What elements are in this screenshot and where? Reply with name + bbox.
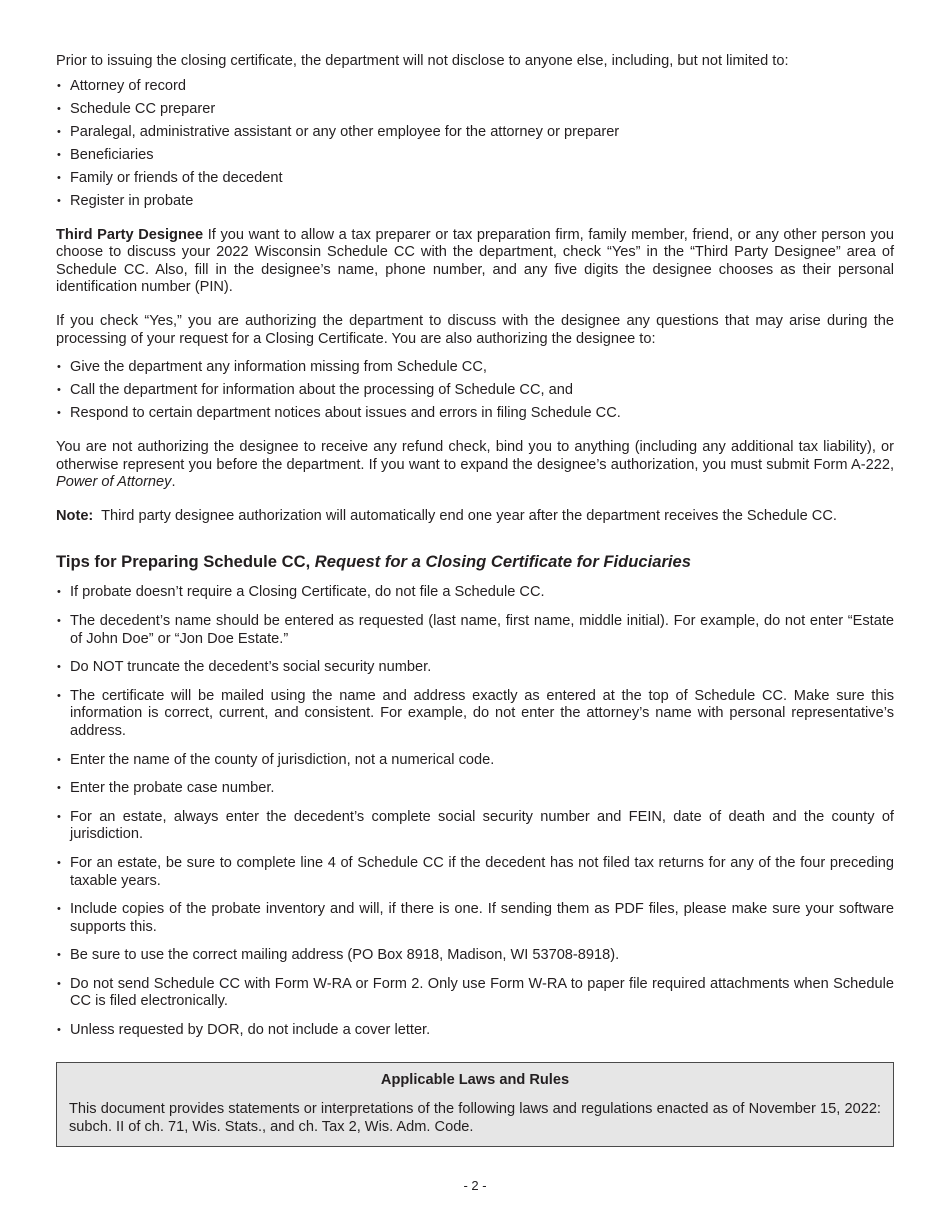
not-authorizing-end: . (171, 474, 176, 491)
list-item: • Paralegal, administrative assistant or any other employee for the attorney or preparer (56, 124, 894, 142)
authorize-list (56, 359, 894, 423)
list-item: • Call the department for information about the processing of Schedule CC, and (56, 382, 894, 400)
note-paragraph (56, 508, 894, 526)
list-item: • Register in probate (56, 193, 894, 211)
applicable-laws-box (56, 1062, 894, 1148)
authorize-intro: If you check “Yes,” you are authorizing the department to discuss with the designee any questions that may arise during the processing of your request for a Closing Certificate. You are also authorizing the designee to: (56, 313, 894, 347)
list-item: • Family or friends of the decedent (56, 170, 894, 188)
tips-heading-plain: Tips for Preparing Schedule CC, (56, 552, 315, 572)
third-party-designee-label: Third Party Designee (56, 226, 204, 243)
note-text: Third party designee authorization will automatically end one year after the department receives the Schedule CC. (93, 507, 837, 524)
list-item: • Give the department any information missing from Schedule CC, (56, 359, 894, 377)
document-page (56, 53, 894, 1147)
page-number: - 2 - (463, 1178, 487, 1193)
third-party-designee-text: If you want to allow a tax preparer or tax preparation firm, family member, friend, or any other person you choose to discuss your 2022 Wisconsin Schedule CC with the department, check “Yes” in the “Third Party Designee” area of Schedule CC. Also, fill in the designee’s name, phone number, and any five digits the designee chooses as their personal identification number (PIN). (56, 226, 894, 296)
tip-item: • The decedent’s name should be entered as requested (last name, first name, middle initial). For example, do not enter “Estate of John Doe” or “Jon Doe Estate.” (56, 613, 894, 648)
tip-item: • Be sure to use the correct mailing address (PO Box 8918, Madison, WI 53708-8918). (56, 947, 894, 965)
nondisclosure-list (56, 78, 894, 211)
nondisclosure-intro: Prior to issuing the closing certificate, the department will not disclose to anyone else, including, but not limited to: (56, 53, 789, 69)
applicable-laws-text: This document provides statements or interpretations of the following laws and regulations enacted as of November 15, 2022: subch. II of ch. 71, Wis. Stats., and ch. Tax 2, Wis. Adm. Code. (69, 1101, 881, 1135)
list-item: • Respond to certain department notices about issues and errors in filing Schedule CC. (56, 405, 894, 423)
not-authorizing-paragraph (56, 439, 894, 492)
tips-heading (56, 552, 894, 572)
tip-item: • Do not send Schedule CC with Form W-RA or Form 2. Only use Form W-RA to paper file required attachments when Schedule CC is filed electronically. (56, 976, 894, 1011)
tip-item: • For an estate, always enter the decedent’s complete social security number and FEIN, date of death and the county of jurisdiction. (56, 809, 894, 844)
tip-item: • The certificate will be mailed using the name and address exactly as entered at the top of Schedule CC. Make sure this information is correct, current, and consistent. For example, do not enter the attorney’s name with personal representative’s address. (56, 688, 894, 741)
tip-item: • Include copies of the probate inventory and will, if there is one. If sending them as PDF files, please make sure your software supports this. (56, 901, 894, 936)
tip-item: • For an estate, be sure to complete line 4 of Schedule CC if the decedent has not filed tax returns for any of the four preceding taxable years. (56, 855, 894, 890)
list-item: • Attorney of record (56, 78, 894, 96)
power-of-attorney-title: Power of Attorney (56, 474, 172, 491)
applicable-laws-title: Applicable Laws and Rules (380, 1071, 570, 1088)
tip-item: • If probate doesn’t require a Closing Certificate, do not file a Schedule CC. (56, 584, 894, 602)
tip-item: • Unless requested by DOR, do not include a cover letter. (56, 1022, 894, 1040)
tip-item: • Enter the name of the county of jurisdiction, not a numerical code. (56, 752, 894, 770)
tip-item: • Do NOT truncate the decedent’s social security number. (56, 659, 894, 677)
tips-list (56, 584, 894, 1039)
tips-heading-italic: Request for a Closing Certificate for Fiduciaries (314, 552, 692, 572)
list-item: • Schedule CC preparer (56, 101, 894, 119)
third-party-designee-paragraph (56, 227, 894, 297)
tip-item: • Enter the probate case number. (56, 780, 894, 798)
not-authorizing-text: You are not authorizing the designee to receive any refund check, bind you to anything (including any additional tax liability), or otherwise represent you before the department. If you want to expand the designee’s authorization, you must submit Form A-222, (56, 439, 894, 473)
note-label: Note: (56, 507, 94, 524)
list-item: • Beneficiaries (56, 147, 894, 165)
